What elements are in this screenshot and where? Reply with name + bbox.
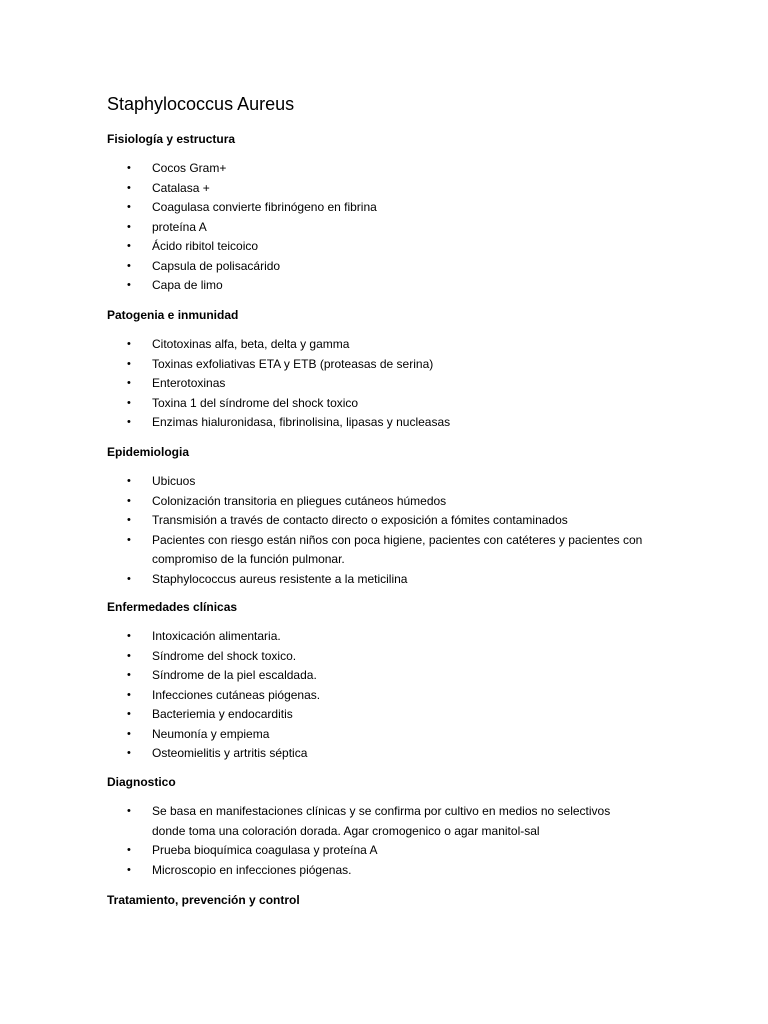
list-item-text: Infecciones cutáneas piógenas. [152, 687, 321, 702]
list-item [127, 472, 672, 492]
bullet-icon: • [127, 416, 131, 428]
list-item-text: Pacientes con riesgo están niños con poca higiene, pacientes con catéteres y pacientes con [152, 532, 643, 547]
list-item [127, 276, 672, 296]
bullet-icon: • [127, 279, 131, 291]
bullet-icon: • [127, 630, 131, 642]
list-item-text: donde toma una coloración dorada. Agar cromogenico o agar manitol-sal [152, 823, 540, 838]
bullet-icon: • [127, 533, 131, 546]
list-item [127, 686, 672, 706]
list-item [127, 159, 672, 179]
list-item-text: Neumonía y empiema [152, 726, 270, 741]
list-item [127, 511, 672, 531]
list-item-text: Capa de limo [152, 278, 223, 292]
list-item [127, 861, 672, 881]
list-item [127, 198, 672, 218]
list-item [127, 257, 672, 277]
section-heading: Enfermedades clínicas [107, 600, 238, 614]
bullet-icon: • [127, 357, 131, 370]
section-heading: Epidemiologia [107, 445, 190, 459]
list-item-text: Prueba bioquímica coagulasa y proteína A [152, 843, 378, 857]
bullet-icon: • [127, 747, 131, 759]
section-heading: Diagnostico [107, 775, 176, 789]
list-item-text: Toxina 1 del síndrome del shock toxico [152, 395, 359, 410]
list-item-text: Colonización transitoria en pliegues cutáneos húmedos [152, 493, 447, 508]
bullet-icon: • [127, 844, 131, 856]
list-item-text: Osteomielitis y artritis séptica [152, 746, 308, 760]
list-item [127, 647, 672, 667]
bullet-icon: • [127, 708, 131, 720]
bullet-icon: • [127, 572, 131, 585]
list-item-text: Ácido ribitol teicoico [152, 239, 259, 253]
list-item-text: Cocos Gram+ [152, 161, 227, 175]
bullet-icon: • [127, 649, 131, 662]
list-item-text: compromiso de la función pulmonar. [152, 552, 345, 566]
list-item-text: Ubicuos [152, 474, 196, 488]
section-heading: Fisiología y estructura [107, 132, 236, 146]
bullet-icon: • [127, 514, 131, 526]
list-item [127, 841, 672, 861]
list-item-text: Enzimas hialuronidasa, fibrinolisina, lipasas y nucleasas [152, 415, 451, 429]
list-item-text: Síndrome de la piel escaldada. [152, 668, 317, 682]
list-item [127, 570, 672, 590]
bullet-icon: • [127, 688, 131, 701]
bullet-icon: • [127, 396, 131, 409]
list-item [127, 237, 672, 257]
list-item-text: Síndrome del shock toxico. [152, 648, 297, 663]
list-item [127, 744, 672, 764]
bullet-icon: • [127, 494, 131, 507]
bullet-icon: • [127, 863, 131, 876]
bullet-icon: • [127, 475, 131, 487]
bullet-icon: • [127, 377, 131, 389]
document-title: Staphylococcus Aureus [107, 94, 295, 114]
list-item-text: Bacteriemia y endocarditis [152, 707, 293, 721]
list-item-text: Coagulasa convierte fibrinógeno en fibrina [152, 200, 377, 214]
list-item [127, 179, 672, 199]
bullet-icon: • [127, 220, 131, 233]
list-item-text: Intoxicación alimentaria. [152, 629, 281, 643]
section-heading: Tratamiento, prevención y control [107, 893, 300, 907]
list-item-text: Se basa en manifestaciones clínicas y se confirma por cultivo en medios no selectivos [152, 804, 611, 818]
bullet-icon: • [127, 338, 131, 350]
list-item-text: Staphylococcus aureus resistente a la meticilina [152, 571, 408, 586]
list-item [127, 492, 672, 512]
bullet-icon: • [127, 201, 131, 213]
list-item [127, 627, 672, 647]
section-heading: Patogenia e inmunidad [107, 308, 239, 322]
bullet-icon: • [127, 805, 131, 817]
list-item-text: Citotoxinas alfa, beta, delta y gamma [152, 337, 350, 351]
list-item-text: Toxinas exfoliativas ETA y ETB (proteasas de serina) [152, 356, 434, 371]
list-item-text: Enterotoxinas [152, 376, 226, 390]
list-item-text: Microscopio en infecciones piógenas. [152, 862, 352, 877]
list-item [127, 335, 672, 355]
list-item [127, 355, 672, 375]
list-item [127, 394, 672, 414]
list-item-text: Capsula de polisacárido [152, 258, 281, 273]
bullet-icon: • [127, 181, 131, 194]
bullet-icon: • [127, 259, 131, 272]
list-item [127, 802, 672, 841]
list-item [127, 413, 672, 433]
bullet-icon: • [127, 727, 131, 740]
list-item [127, 218, 672, 238]
list-item [127, 666, 672, 686]
bullet-icon: • [127, 669, 131, 681]
list-item [127, 374, 672, 394]
list-item-text: Catalasa + [152, 180, 210, 195]
list-item-text: proteína A [152, 219, 207, 234]
bullet-icon: • [127, 162, 131, 174]
list-item [127, 705, 672, 725]
bullet-icon: • [127, 240, 131, 252]
list-item-text: Transmisión a través de contacto directo o exposición a fómites contaminados [152, 513, 568, 527]
list-item [127, 531, 672, 570]
list-item [127, 725, 672, 745]
